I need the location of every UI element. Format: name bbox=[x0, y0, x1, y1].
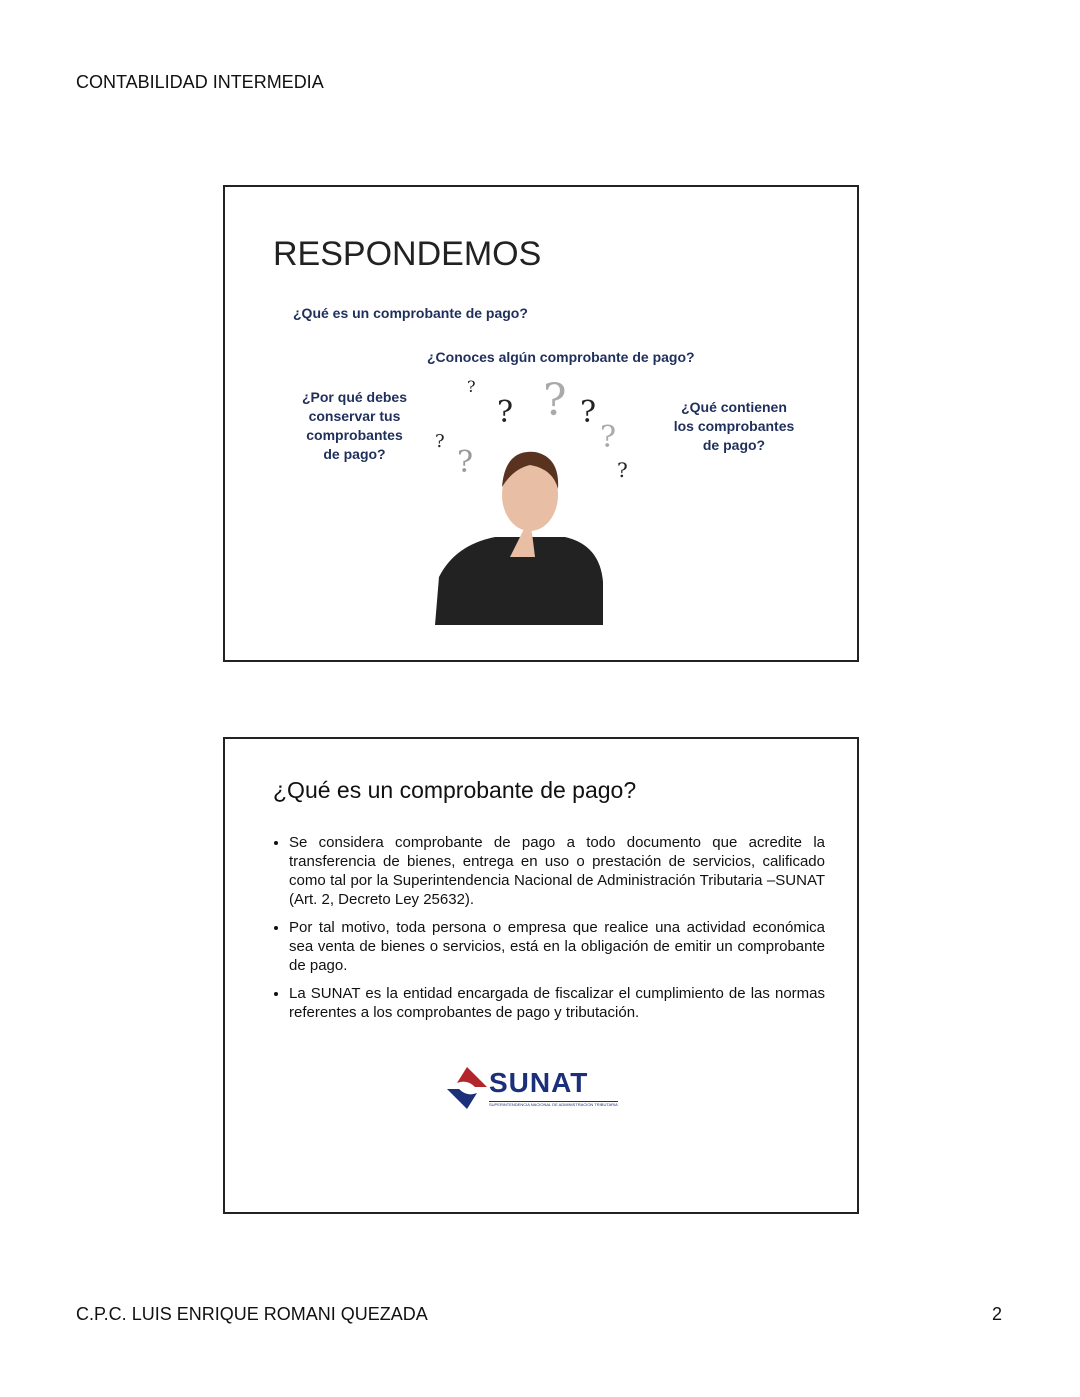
sunat-subtitle: SUPERINTENDENCIA NACIONAL DE ADMINISTRACION TRIBUTARIA bbox=[489, 1102, 618, 1107]
svg-text:?: ? bbox=[543, 375, 567, 426]
svg-text:?: ? bbox=[600, 420, 617, 455]
page-header: CONTABILIDAD INTERMEDIA bbox=[76, 72, 324, 92]
slide-respondemos bbox=[223, 185, 859, 662]
slide-definition bbox=[223, 737, 859, 1214]
svg-text:?: ? bbox=[580, 395, 597, 430]
sunat-name: SUNAT bbox=[489, 1067, 589, 1098]
question-1: ¿Qué es un comprobante de pago? bbox=[293, 305, 528, 321]
sunat-diamond-icon bbox=[445, 1065, 489, 1111]
bullet-item: • Se considera comprobante de pago a todo documento que acredite la transferencia de bienes, entrega en uso o prestación de servicios, calificado como tal por la Superintendencia Nacional de Administración Tributaria –SUNAT (Art. 2, Decreto Ley 25632). bbox=[289, 833, 825, 909]
bullet-item: • Por tal motivo, toda persona o empresa que realice una actividad económica sea venta de bienes o servicios, está en la obligación de emitir un comprobante de pago. bbox=[289, 918, 825, 975]
slide-title: RESPONDEMOS bbox=[273, 235, 542, 273]
svg-text:?: ? bbox=[617, 458, 628, 482]
question-2: ¿Conoces algún comprobante de pago? bbox=[427, 349, 695, 365]
svg-text:?: ? bbox=[457, 445, 474, 480]
svg-text:?: ? bbox=[497, 395, 514, 430]
thinking-woman-image bbox=[435, 375, 628, 625]
svg-text:?: ? bbox=[467, 377, 476, 396]
slide-title: ¿Qué es un comprobante de pago? bbox=[273, 777, 637, 803]
page-footer-author: C.P.C. LUIS ENRIQUE ROMANI QUEZADA bbox=[76, 1304, 428, 1324]
page-number: 2 bbox=[991, 1304, 1002, 1324]
sunat-logo bbox=[445, 1065, 618, 1113]
question-3: ¿Por qué debes conservar tus comprobantes de pago? bbox=[301, 389, 408, 462]
bullet-item: • La SUNAT es la entidad encargada de fiscalizar el cumplimiento de las normas referentes a los comprobantes de pago y tributación. bbox=[289, 984, 825, 1022]
svg-text:?: ? bbox=[435, 431, 445, 452]
question-4: ¿Qué contienen los comprobantes de pago? bbox=[673, 399, 795, 453]
bullet-list bbox=[273, 833, 825, 1031]
